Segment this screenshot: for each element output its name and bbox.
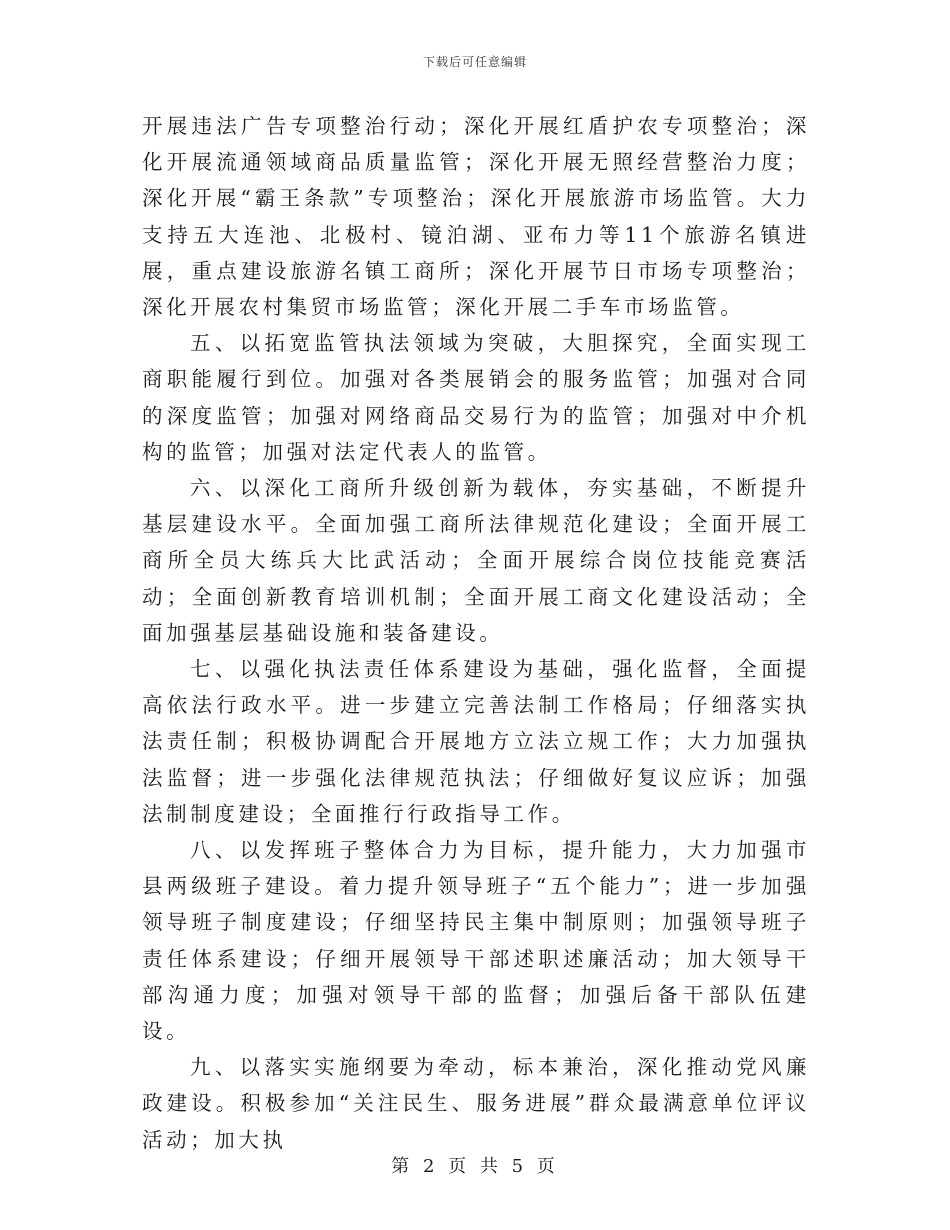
page-number-footer: 第 2 页 共 5 页 bbox=[391, 1156, 559, 1177]
page-header: 下载后可任意编辑 bbox=[422, 55, 527, 69]
paragraph-section-9: 九、以落实实施纲要为牵动，标本兼治，深化推动党风廉政建设。积极参加“关注民生、服务进展”群众最满意单位评议活动；加大执 bbox=[142, 1055, 810, 1152]
paragraph-section-5: 五、以拓宽监管执法领域为突破，大胆探究，全面实现工商职能履行到位。加强对各类展销会的服务监管；加强对合同的深度监管；加强对网络商品交易行为的监管；加强对中介机构的监管；加强对法定代表人的监管。 bbox=[142, 331, 810, 464]
paragraph-section-8: 八、以发挥班子整体合力为目标，提升能力，大力加强市县两级班子建设。着力提升领导班子“五个能力”；进一步加强领导班子制度建设；仔细坚持民主集中制原则；加强领导班子责任体系建设；仔细开展领导干部述职述廉活动；加大领导干部沟通力度；加强对领导干部的监督；加强后备干部队伍建设。 bbox=[142, 838, 810, 1044]
document-body bbox=[142, 108, 810, 1158]
paragraph-continuation: 开展违法广告专项整治行动；深化开展红盾护农专项整治；深化开展流通领域商品质量监管；深化开展无照经营整治力度；深化开展“霸王条款”专项整治；深化开展旅游市场监管。大力支持五大连池、北极村、镜泊湖、亚布力等11个旅游名镇进展，重点建设旅游名镇工商所；深化开展节日市场专项整治；深化开展农村集贸市场监管；深化开展二手车市场监管。 bbox=[142, 114, 810, 320]
paragraph-section-6: 六、以深化工商所升级创新为载体，夯实基础，不断提升基层建设水平。全面加强工商所法律规范化建设；全面开展工商所全员大练兵大比武活动；全面开展综合岗位技能竞赛活动；全面创新教育培训机制；全面开展工商文化建设活动；全面加强基层基础设施和装备建设。 bbox=[142, 476, 810, 645]
paragraph-section-7: 七、以强化执法责任体系建设为基础，强化监督，全面提高依法行政水平。进一步建立完善法制工作格局；仔细落实执法责任制；积极协调配合开展地方立法立规工作；大力加强执法监督；进一步强化法律规范执法；仔细做好复议应诉；加强法制制度建设；全面推行行政指导工作。 bbox=[142, 657, 810, 826]
